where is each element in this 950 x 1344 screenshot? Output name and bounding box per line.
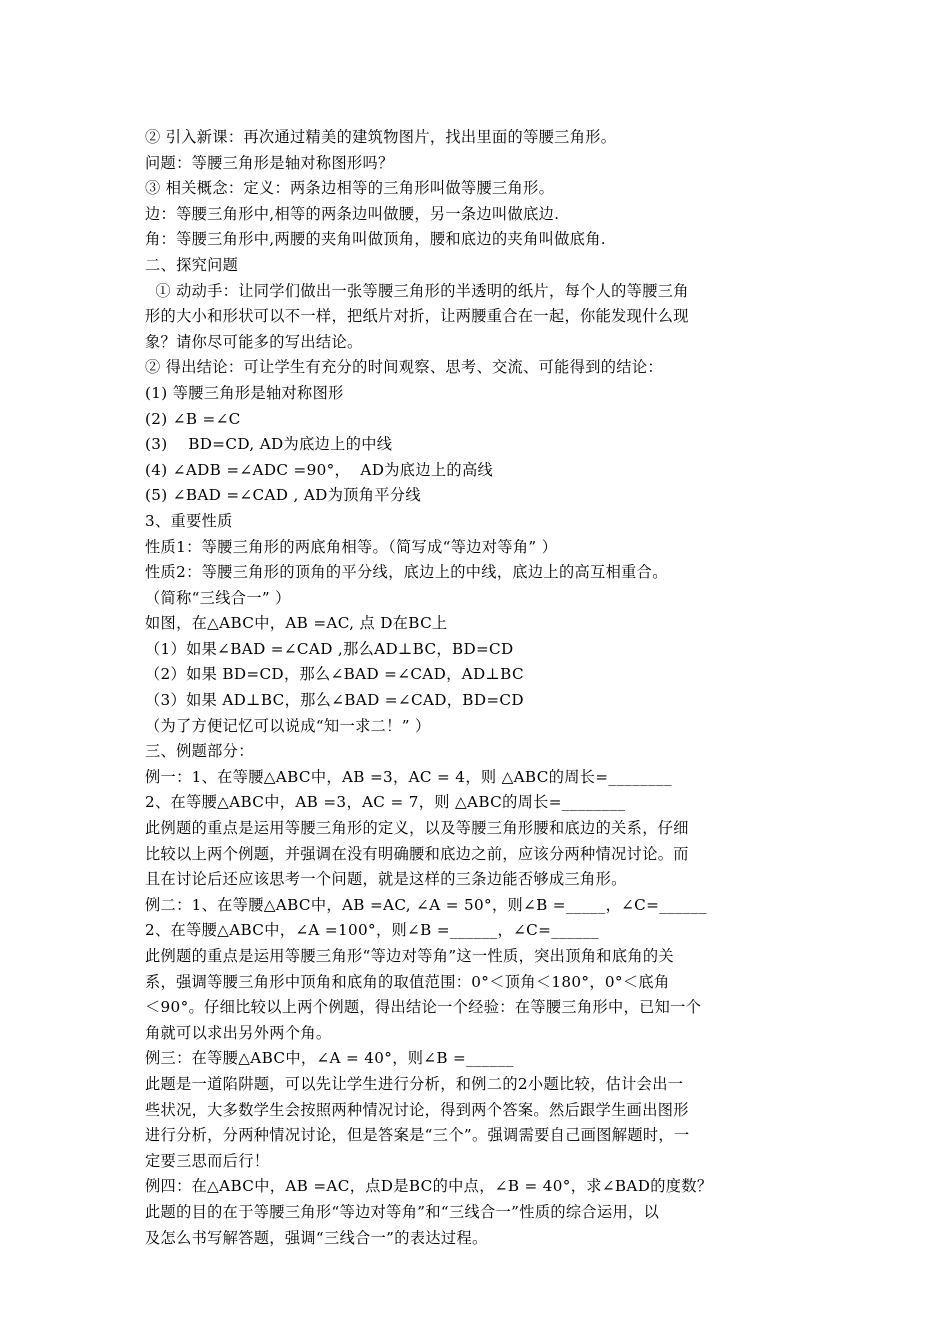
text-line: 如图，在△ABC中，AB =AC, 点 D在BC上	[145, 614, 448, 633]
text-line: 边：等腰三角形中,相等的两条边叫做腰，另一条边叫做底边.	[145, 204, 560, 223]
property-line: 性质2：等腰三角形的顶角的平分线，底边上的中线，底边上的高互相重合。	[145, 563, 668, 582]
text-line: 形的大小和形状可以不一样，把纸片对折，让两腰重合在一起，你能发现什么现	[145, 307, 689, 326]
text-line: ② 引入新课：再次通过精美的建筑物图片，找出里面的等腰三角形。	[145, 128, 617, 146]
text-line: 比较以上两个例题，并强调在没有明确腰和底边之前，应该分两种情况讨论。而	[145, 844, 689, 863]
condition-item: （3）如果 AD⊥BC，那么∠BAD =∠CAD，BD=CD	[145, 691, 524, 710]
text-line: ＜90°。仔细比较以上两个例题，得出结论一个经验：在等腰三角形中，已知一个	[145, 998, 702, 1017]
conclusion-item: (5) ∠BAD =∠CAD , AD为顶角平分线	[145, 486, 421, 505]
condition-item: （1）如果∠BAD =∠CAD ,那么AD⊥BC，BD=CD	[145, 639, 514, 658]
text-line: 象？请你尽可能多的写出结论。	[145, 332, 363, 351]
text-line: 角就可以求出另外两个角。	[145, 1023, 332, 1042]
text-line: 些状况，大多数学生会按照两种情况讨论，得到两个答案。然后跟学生画出图形	[145, 1100, 689, 1119]
conclusion-item: (4) ∠ADB =∠ADC =90°， AD为底边上的高线	[145, 460, 494, 479]
example-line: 例一：1、在等腰△ABC中，AB =3，AC = 4，则 △ABC的周长=________	[145, 767, 672, 786]
text-line: 问题：等腰三角形是轴对称图形吗？	[145, 153, 394, 172]
text-line: 此例题的重点是运用等腰三角形“等边对等角”这一性质，突出顶角和底角的关	[145, 947, 674, 965]
text-line: 进行分析，分两种情况讨论，但是答案是“三个”。强调需要自己画图解题时，一	[145, 1126, 690, 1145]
example-line: 2、在等腰△ABC中，∠A =100°，则∠B =______，∠C=______	[145, 921, 599, 940]
conclusion-item: (3) BD=CD, AD为底边上的中线	[145, 435, 393, 454]
text-line: 此题的目的在于等腰三角形“等边对等角”和“三线合一”性质的综合运用，以	[145, 1202, 660, 1221]
property-line: 性质1：等腰三角形的两底角相等。（简写成“等边对等角” ）	[145, 537, 558, 556]
section-heading: 3、重要性质	[145, 511, 233, 530]
condition-item: （2）如果 BD=CD，那么∠BAD =∠CAD，AD⊥BC	[145, 665, 524, 684]
text-line: 系，强调等腰三角形中顶角和底角的取值范围：0°＜顶角＜180°，0°＜底角	[145, 972, 670, 991]
text-line: 及怎么书写解答题，强调“三线合一”的表达过程。	[145, 1228, 488, 1247]
example-line: 例二：1、在等腰△ABC中，AB =AC, ∠A = 50°，则∠B =_____，∠C=______	[145, 895, 707, 914]
example-line: 例四：在△ABC中，AB =AC，点D是BC的中点，∠B = 40°，求∠BAD的度数？	[145, 1177, 713, 1196]
text-line: ③ 相关概念：定义：两条边相等的三角形叫做等腰三角形。	[145, 179, 555, 198]
text-line: 定要三思而后行！	[145, 1151, 270, 1170]
text-line: ② 得出结论：可让学生有充分的时间观察、思考、交流、可能得到的结论：	[145, 358, 663, 377]
text-line: （为了方便记忆可以说成“知一求二！” ）	[145, 716, 431, 735]
text-line: 此例题的重点是运用等腰三角形的定义，以及等腰三角形腰和底边的关系，仔细	[145, 819, 689, 838]
section-heading: 三、例题部分：	[145, 742, 254, 761]
text-line: ① 动动手：让同学们做出一张等腰三角形的半透明的纸片，每个人的等腰三角	[145, 281, 689, 300]
text-line: 且在讨论后还应该思考一个问题，就是这样的三条边能否够成三角形。	[145, 870, 627, 889]
document-body	[145, 125, 815, 1251]
text-line: 此题是一道陷阱题，可以先让学生进行分析，和例二的2小题比较，估计会出一	[145, 1074, 684, 1093]
example-line: 2、在等腰△ABC中，AB =3，AC = 7，则 △ABC的周长=________	[145, 793, 626, 812]
text-line: 角：等腰三角形中,两腰的夹角叫做顶角，腰和底边的夹角叫做底角.	[145, 230, 606, 249]
text-line: （简称“三线合一” ）	[145, 588, 291, 607]
conclusion-item: (2) ∠B =∠C	[145, 409, 241, 428]
section-heading: 二、探究问题	[145, 255, 239, 274]
example-line: 例三：在等腰△ABC中，∠A = 40°，则∠B =______	[145, 1049, 514, 1068]
conclusion-item: (1) 等腰三角形是轴对称图形	[145, 383, 344, 402]
